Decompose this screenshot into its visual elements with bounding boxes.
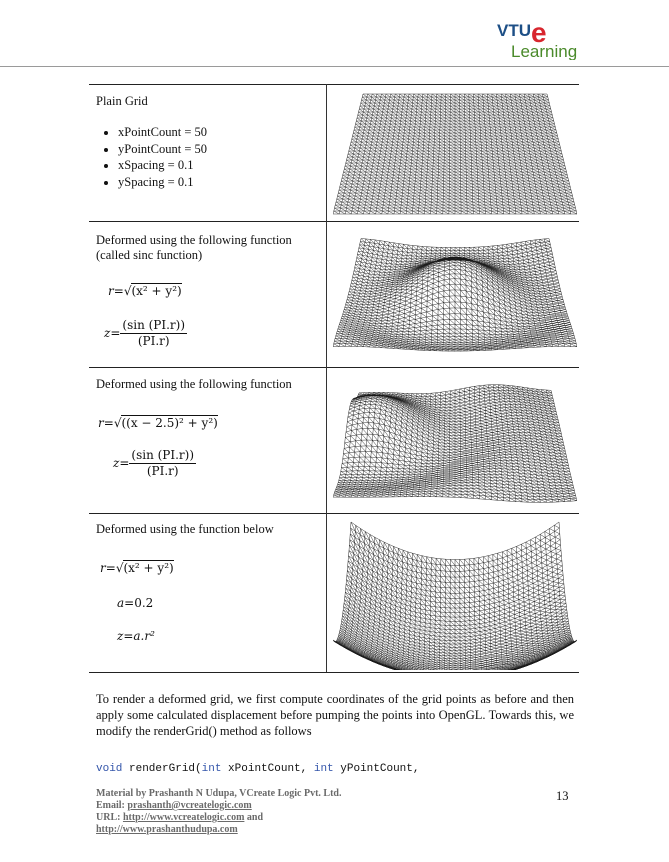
footer-credit: Material by Prashanth N Udupa, VCreate Logic Pvt. Ltd. <box>96 788 342 799</box>
list-item: • xPointCount = 50 <box>118 124 207 141</box>
table-column-divider <box>326 84 327 672</box>
formula-a-value <box>117 596 153 610</box>
table-rule <box>89 221 579 222</box>
logo-vtu: VTU <box>497 21 531 40</box>
footer-label: Email: <box>96 800 128 811</box>
logo-e: e <box>531 17 547 48</box>
math-equals: = <box>110 326 121 340</box>
formula-z-shifted <box>113 448 196 479</box>
list-item: • yPointCount = 50 <box>118 141 207 158</box>
footer-email-link[interactable]: prashanth@vcreatelogic.com <box>127 800 252 811</box>
math-radicand: (x² + y²) <box>131 284 182 298</box>
table-rule <box>89 513 579 514</box>
footer-label: URL: <box>96 812 123 823</box>
row2-title <box>96 233 292 263</box>
math-equals: = <box>124 596 135 610</box>
formula-z-sinc <box>104 318 187 349</box>
row2-title-line1: Deformed using the following function <box>96 233 292 247</box>
formula-r-quadratic: r=√(x² + y²) <box>100 561 174 575</box>
math-symbol: r <box>108 284 114 298</box>
code-keyword: void <box>96 763 123 775</box>
footer-url-link[interactable]: http://www.vcreatelogic.com <box>122 812 245 823</box>
page-footer <box>96 788 396 836</box>
footer-email-line <box>96 800 396 812</box>
body-paragraph: To render a deformed grid, we first compute coordinates of the grid points as before and then apply some calculated displacement before pumping the points into OpenGL. Towards this, we modify the renderGrid() method as follows <box>96 692 574 738</box>
code-text: xPointCount, <box>221 763 314 775</box>
code-text: renderGrid( <box>122 763 202 775</box>
row1-title: Plain Grid <box>96 94 148 108</box>
math-symbol: a <box>117 596 125 610</box>
formula-r-shifted: r=√((x − 2.5)² + y²) <box>98 416 218 430</box>
math-fraction <box>120 318 187 349</box>
math-numerator: (sin (PI.r)) <box>122 318 186 332</box>
page-number: 13 <box>556 789 569 803</box>
row3-title: Deformed using the following function <box>96 377 292 391</box>
math-symbol: r <box>98 416 104 430</box>
grid-parameters-list <box>96 124 207 190</box>
footer-text: and <box>244 812 264 823</box>
math-equals: = <box>119 456 130 470</box>
code-snippet <box>96 763 420 775</box>
math-numerator: (sin (PI.r)) <box>131 448 195 462</box>
math-equals: = <box>113 284 124 298</box>
math-equals: = <box>105 561 116 575</box>
sinc-deformed-mesh-image <box>333 228 577 358</box>
code-text: yPointCount, <box>333 763 420 775</box>
formula-r-sinc: r=√(x² + y²) <box>108 284 182 298</box>
row4-title: Deformed using the function below <box>96 522 274 536</box>
list-item: • xSpacing = 0.1 <box>118 157 207 174</box>
math-equals: = <box>123 629 134 643</box>
math-equals: = <box>103 416 114 430</box>
list-item: • ySpacing = 0.1 <box>118 174 207 191</box>
footer-url-line <box>96 812 396 836</box>
code-keyword: int <box>313 763 334 775</box>
mesh-wireframe <box>333 239 577 352</box>
math-denominator: (PI.r) <box>137 334 170 348</box>
vtu-elearning-logo <box>495 14 585 60</box>
row2-title-line2: (called sinc function) <box>96 248 203 262</box>
logo-learning: Learning <box>511 42 578 60</box>
math-symbol: z <box>113 456 120 470</box>
table-rule <box>89 84 579 85</box>
parabolic-bowl-mesh-image <box>333 520 577 670</box>
math-denominator: (PI.r) <box>146 464 179 478</box>
math-expression: a.r² <box>133 629 155 643</box>
math-fraction <box>129 448 196 479</box>
math-radicand: ((x − 2.5)² + y²) <box>121 416 218 430</box>
plain-grid-mesh-image <box>333 90 577 218</box>
formula-z-quadratic <box>117 629 155 643</box>
math-symbol: z <box>104 326 111 340</box>
code-keyword: int <box>201 763 222 775</box>
math-value: 0.2 <box>134 596 154 610</box>
mesh-wireframe <box>333 94 577 214</box>
table-rule <box>89 672 579 673</box>
math-symbol: z <box>117 629 124 643</box>
footer-url-link[interactable]: http://www.prashanthudupa.com <box>96 824 238 835</box>
table-rule <box>89 367 579 368</box>
shifted-sinc-mesh-image <box>333 374 577 506</box>
logo-graphic <box>495 14 585 60</box>
mesh-wireframe <box>333 385 577 503</box>
mesh-wireframe <box>333 522 577 670</box>
math-radicand: (x² + y²) <box>123 561 174 575</box>
math-symbol: r <box>100 561 106 575</box>
header-rule <box>0 66 669 67</box>
